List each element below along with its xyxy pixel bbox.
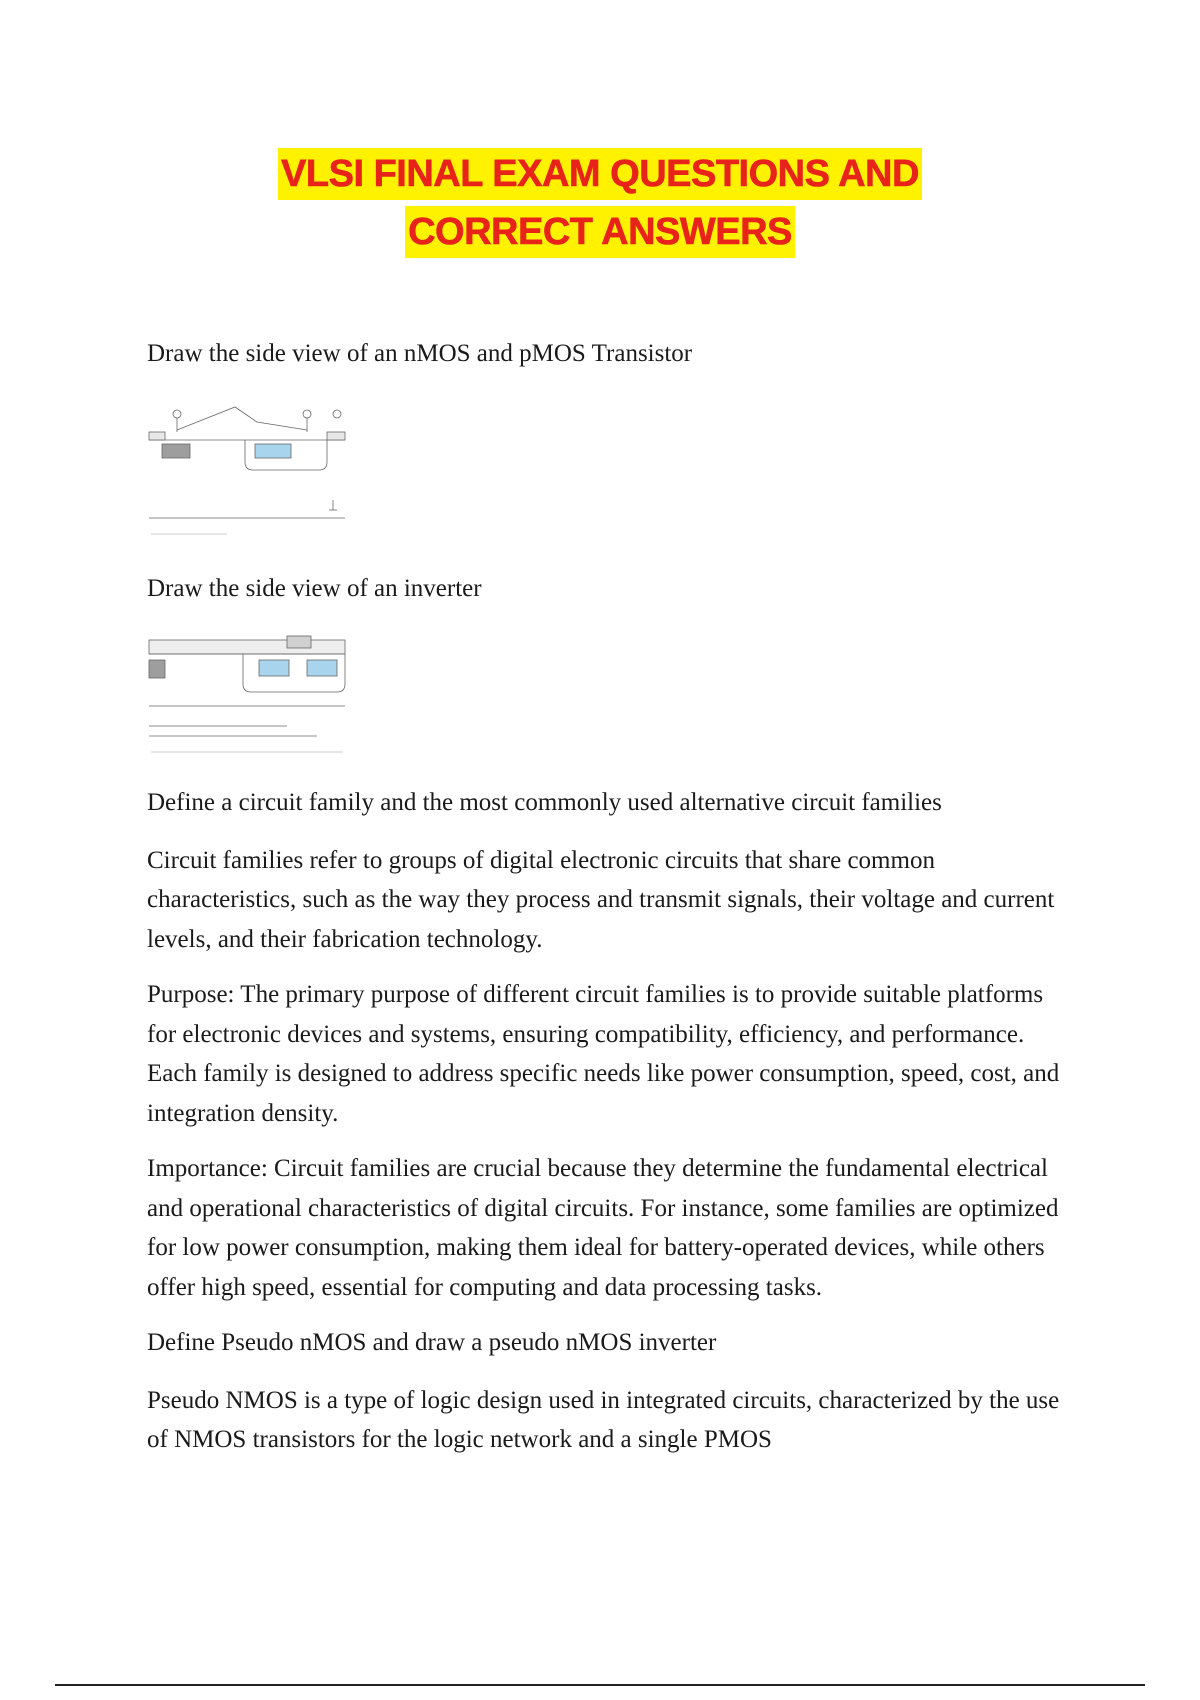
title-line-2: CORRECT ANSWERS bbox=[405, 206, 795, 258]
answer-circuit-family-purpose: Purpose: The primary purpose of different circuit families is to provide suitable platforms for electronic devices and systems, ensuring compatibility, efficiency, and performance. Each family is designed to address specific needs like power consumption, speed, cost, and integration density. bbox=[147, 981, 1060, 1127]
drain-terminal bbox=[173, 410, 181, 418]
document-body bbox=[147, 334, 1067, 1476]
metal-layer bbox=[149, 640, 345, 654]
nmos-pmos-cross-section-diagram bbox=[147, 392, 347, 542]
pmos-source-diffusion bbox=[307, 660, 337, 676]
question-inverter-side-view: Draw the side view of an inverter bbox=[147, 574, 482, 602]
inverter-cross-section-diagram bbox=[147, 626, 347, 756]
n-plus-diffusion bbox=[162, 444, 190, 458]
pmos-drain-diffusion bbox=[259, 660, 289, 676]
question-pseudo-nmos: Define Pseudo nMOS and draw a pseudo nMOS inverter bbox=[147, 1329, 717, 1356]
p-plus-diffusion bbox=[255, 444, 291, 458]
question-circuit-family: Define a circuit family and the most commonly used alternative circuit families bbox=[147, 789, 942, 816]
answer-pseudo-nmos: Pseudo NMOS is a type of logic design used in integrated circuits, characterized by the use of NMOS transistors for the logic network and a single PMOS bbox=[147, 1386, 1060, 1453]
source-terminal bbox=[303, 410, 311, 418]
title-line-1: VLSI FINAL EXAM QUESTIONS AND bbox=[278, 148, 922, 200]
via-contact bbox=[287, 636, 311, 648]
gate-terminal bbox=[333, 410, 341, 418]
answer-circuit-family-definition: Circuit families refer to groups of digital electronic circuits that share common characteristics, such as the way they process and transmit signals, their voltage and current levels, and their fabrication technology. bbox=[147, 846, 1055, 953]
gnd-tap bbox=[149, 660, 165, 678]
field-oxide-left bbox=[149, 432, 165, 440]
footer-rule bbox=[55, 1684, 1145, 1686]
answer-circuit-family-importance: Importance: Circuit families are crucial because they determine the fundamental electrical and operational characteristics of digital circuits. For instance, some families are optimized for low power consumption, making them ideal for battery-operated devices, while others offer high speed, essential for computing and data processing tasks. bbox=[147, 1155, 1059, 1301]
gate-oxide-lines bbox=[177, 407, 307, 430]
field-oxide-right bbox=[327, 432, 345, 440]
figure-inverter-cross-section bbox=[147, 626, 1067, 761]
document-title bbox=[0, 148, 1200, 258]
figure-nmos-pmos-cross-section bbox=[147, 392, 1067, 547]
question-nmos-pmos-side-view: Draw the side view of an nMOS and pMOS Transistor bbox=[147, 340, 693, 367]
